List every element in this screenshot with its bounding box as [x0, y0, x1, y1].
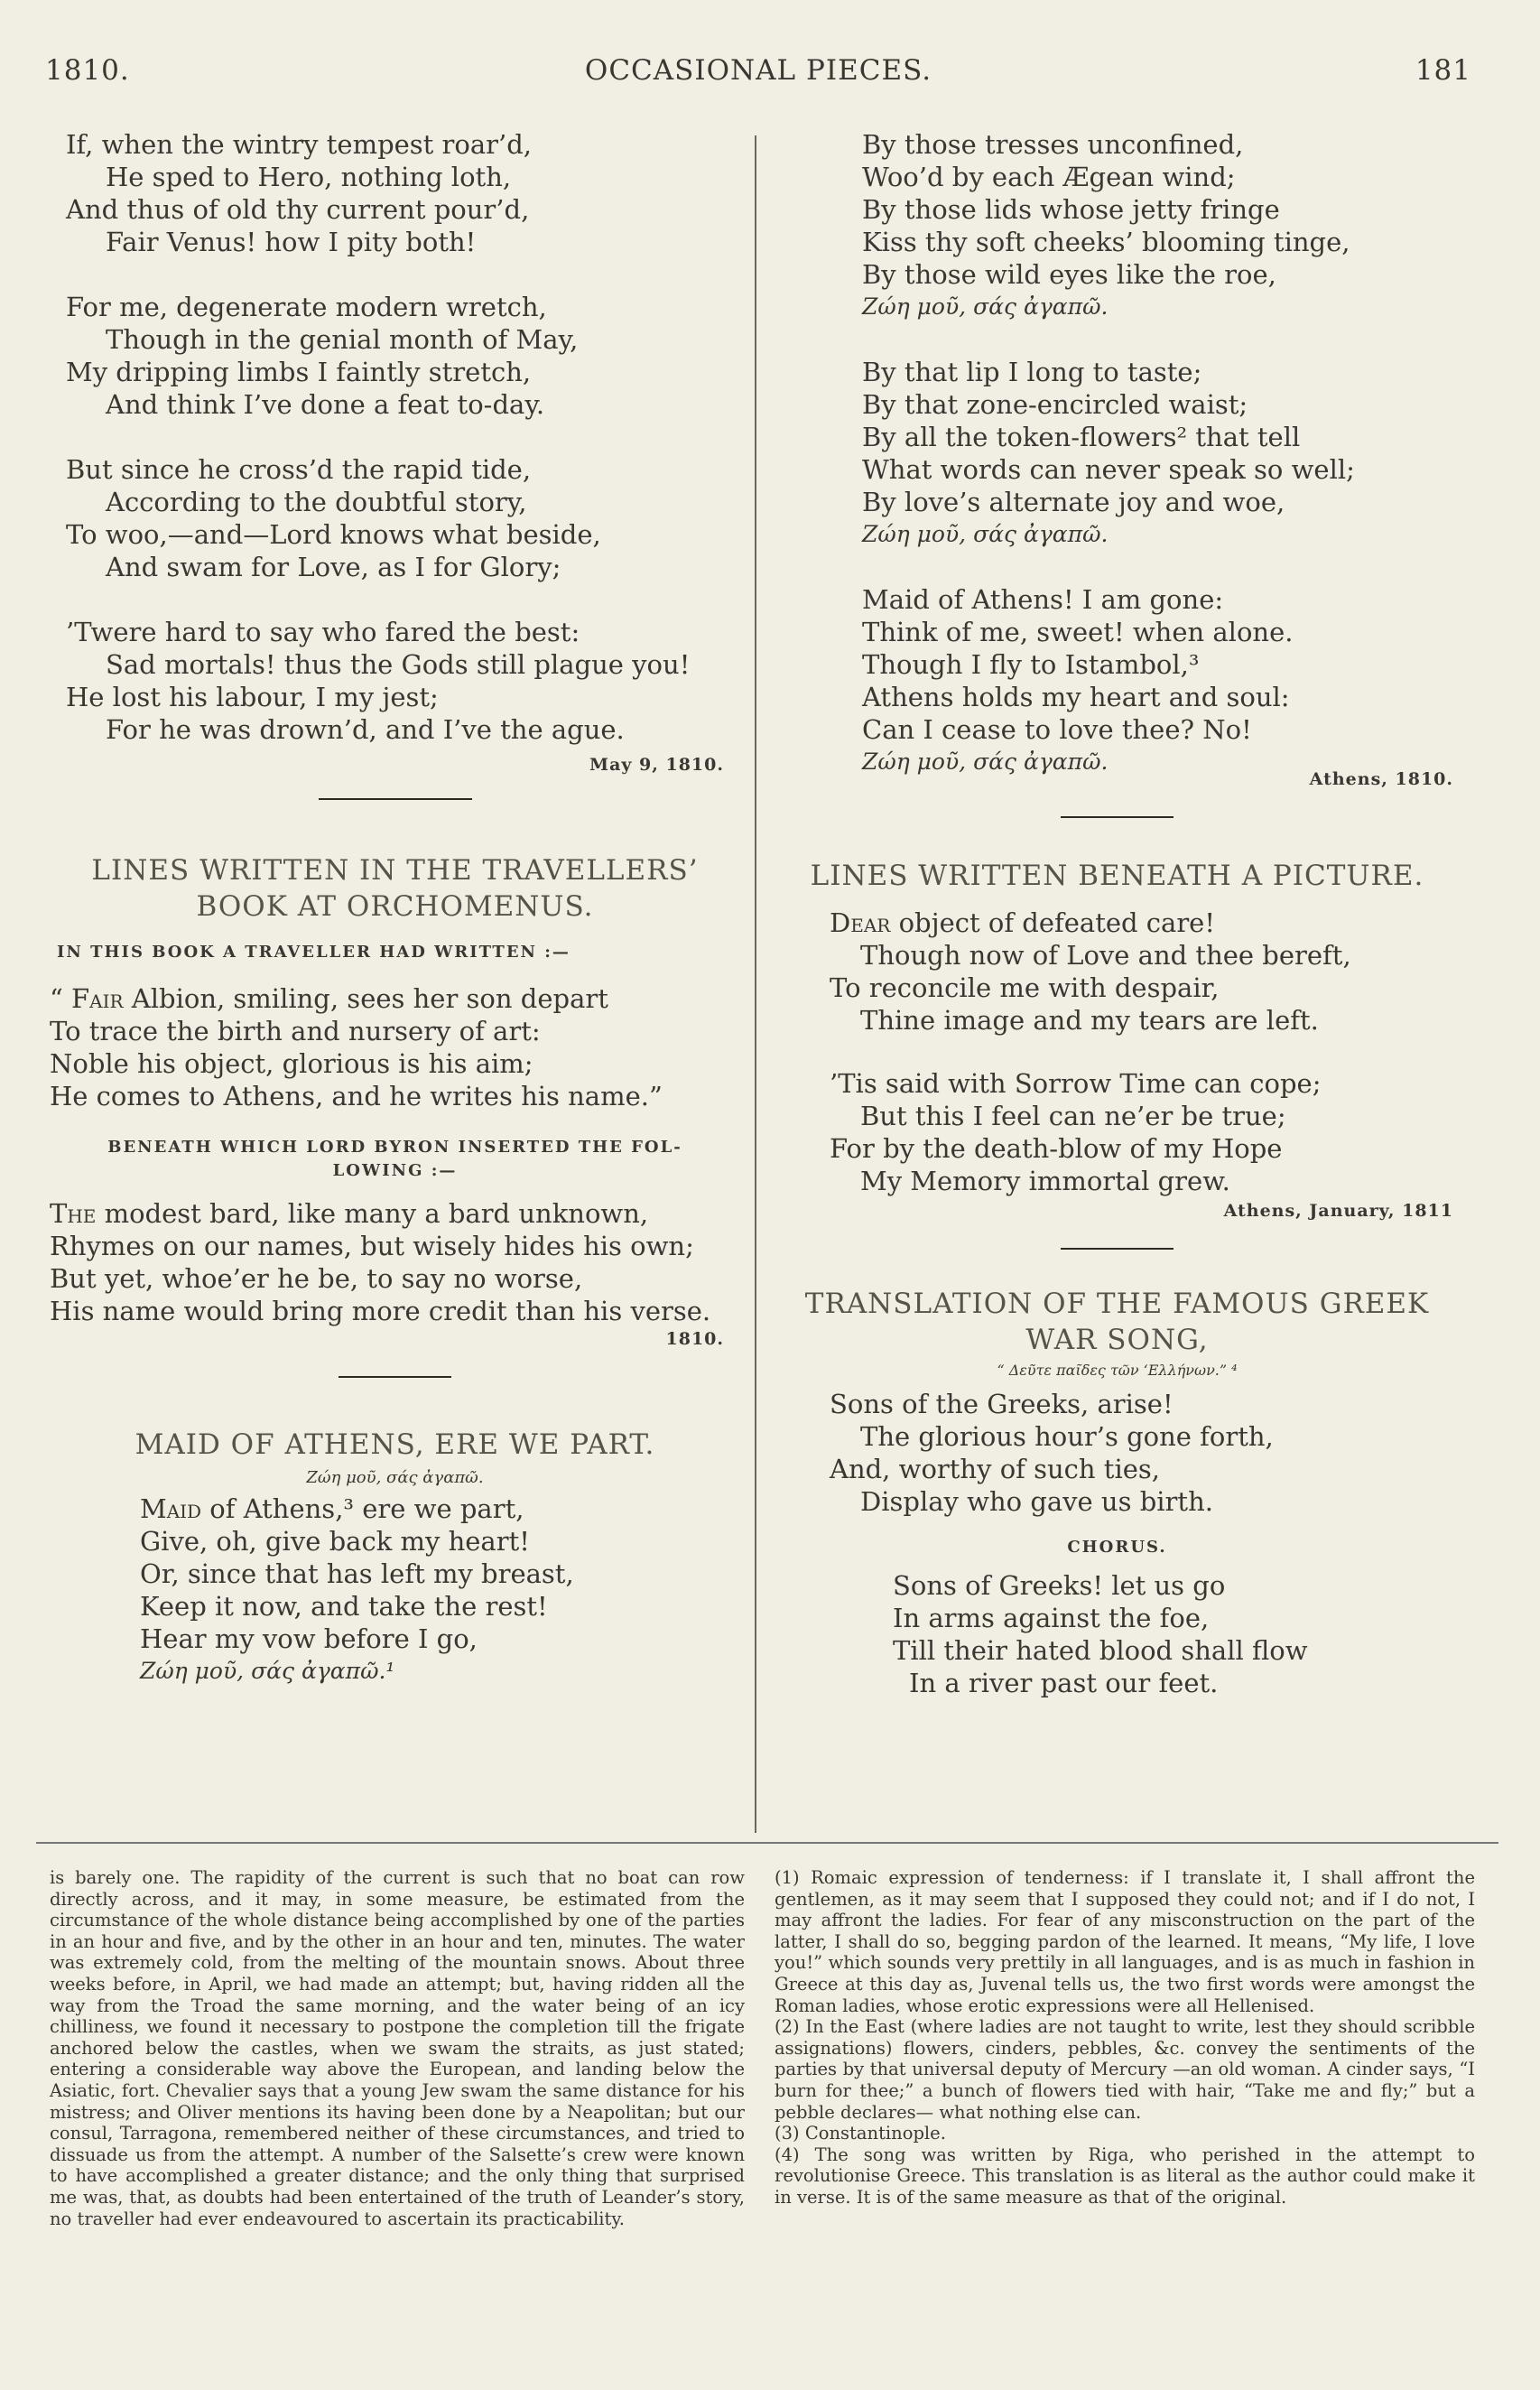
greek-subtitle: Ζώη μοῦ, σάς ἀγαπῶ. [306, 1468, 484, 1487]
stanza [50, 291, 740, 421]
verse-line [50, 1197, 740, 1230]
poem-subheading: IN THIS BOOK A TRAVELLER HAD WRITTEN :— [57, 943, 571, 962]
verse-line: Or, since that has left my breast, [140, 1558, 574, 1589]
verse-line: Sons of the Greeks, arise! [830, 1389, 1174, 1419]
verse-line: Maid of Athens! I am gone: [862, 584, 1224, 615]
left-column [50, 128, 740, 1688]
poem-title-line: TRANSLATION OF THE FAMOUS GREEK [804, 1288, 1430, 1320]
footnote-rule [36, 1842, 1498, 1844]
stanza [772, 128, 1462, 323]
verse-line: He sped to Hero, nothing loth, [106, 162, 512, 192]
verse-line: To reconcile me with despair, [830, 972, 1220, 1003]
verse-line: Though I fly to Istambol,³ [862, 649, 1200, 680]
verse-line: Hear my vow before I go, [140, 1623, 478, 1654]
verse-line: To trace the birth and nursery of art: [50, 1016, 541, 1046]
chorus-stanza [772, 1569, 1462, 1699]
drop-word: Dear [830, 907, 891, 938]
verse-line: But this I feel can ne’er be true; [860, 1101, 1286, 1131]
subheading-line: BENEATH WHICH LORD BYRON INSERTED THE FOL- [107, 1138, 682, 1157]
verse-line: By that lip I long to taste; [862, 357, 1202, 387]
poem-title: LINES WRITTEN BENEATH A PICTURE. [810, 860, 1424, 892]
verse-line: Give, oh, give back my heart! [140, 1526, 530, 1557]
section-rule [339, 1376, 451, 1378]
verse-line: His name would bring more credit than his verse. [50, 1296, 711, 1326]
verse-line: By those tresses unconfined, [862, 129, 1244, 160]
poem-date: May 9, 1810. [589, 755, 724, 775]
subheading-line: LOWING :— [332, 1161, 458, 1180]
poem-date: Athens, January, 1811 [1223, 1201, 1453, 1221]
verse-line: Rhymes on our names, but wisely hides his own; [50, 1231, 694, 1261]
verse-line: What words can never speak so well; [862, 454, 1355, 485]
verse-line: Can I cease to love thee? No! [862, 714, 1252, 745]
verse-line: By all the token-flowers² that tell [862, 422, 1301, 452]
poem-title [50, 852, 740, 925]
verse-line: Sad mortals! thus the Gods still plague you! [106, 649, 691, 680]
verse-line: And think I’ve done a feat to-day. [106, 389, 545, 420]
verse-line: Though in the genial month of May, [106, 324, 579, 355]
poem-subheading [50, 1136, 740, 1183]
verse-line: Thine image and my tears are left. [860, 1005, 1319, 1036]
poem-title [772, 1286, 1462, 1358]
verse-line: In arms against the foe, [893, 1603, 1210, 1633]
section-rule [1061, 1248, 1174, 1250]
verse-line: In a river past our feet. [909, 1668, 1219, 1698]
stanza [772, 1067, 1462, 1197]
stanza [772, 583, 1462, 778]
footnote: (3) Constantinople. [775, 2123, 946, 2144]
poem-title: MAID OF ATHENS, ERE WE PART. [135, 1428, 655, 1461]
verse-line: For by the death-blow of my Hope [830, 1133, 1283, 1164]
chorus-heading: CHORUS. [1067, 1538, 1167, 1557]
line-text: modest bard, like many a bard unknown, [96, 1198, 649, 1229]
verse-line: My dripping limbs I faintly stretch, [66, 357, 532, 387]
stanza [772, 356, 1462, 551]
stanza [50, 1493, 740, 1688]
section-rule [1061, 816, 1174, 818]
stanza [50, 616, 740, 746]
header-year: 1810. [45, 54, 130, 87]
verse-line: Fair Venus! how I pity both! [106, 227, 477, 257]
verse-line: He comes to Athens, and he writes his name.” [50, 1081, 663, 1111]
drop-word: The [50, 1198, 97, 1229]
verse-line: Kiss thy soft cheeks’ blooming tinge, [862, 227, 1350, 257]
greek-subtitle: “ Δεῦτε παῖδες τῶν ‘Ελλήνων.” ⁴ [997, 1362, 1238, 1379]
verse-line: By love’s alternate joy and woe, [862, 487, 1285, 517]
verse-line: And thus of old thy current pour’d, [66, 194, 530, 225]
page-header [45, 54, 1471, 99]
footnotes [775, 1867, 1475, 2209]
verse-line: Till their hated blood shall flow [893, 1635, 1308, 1666]
verse-line: And, worthy of such ties, [830, 1454, 1160, 1484]
verse-line [830, 907, 1462, 939]
inscription-quote [50, 982, 740, 1112]
running-title: OCCASIONAL PIECES. [584, 54, 932, 87]
greek-refrain: Ζώη μοῦ, σάς ἀγαπῶ. [862, 521, 1109, 547]
verse-line: ’Tis said with Sorrow Time can cope; [830, 1068, 1322, 1099]
verse-line: For me, degenerate modern wretch, [66, 292, 547, 322]
verse-line: Woo’d by each Ægean wind; [862, 162, 1236, 192]
stanza [772, 1388, 1462, 1518]
verse-line: The glorious hour’s gone forth, [860, 1421, 1274, 1452]
footnote: (2) In the East (where ladies are not taught to write, lest they should scribble assignations) flowers, cinders, pebbles, &c. convey the sentiments of the parties by that universal deputy of Mercury —an old woman. A cinder says, “I burn for thee;” a bunch of flowers tied with hair, “Take me and fly;” but a pebble declares— what nothing else can. [775, 2016, 1475, 2123]
verse-line: My Memory immortal grew. [860, 1166, 1230, 1196]
footnote: (4) The song was written by Riga, who perished in the attempt to revolutionise Greece. This translation is as literal as the author could make it in verse. It is of the same measure as that of the original. [775, 2144, 1475, 2208]
stanza [772, 907, 1462, 1037]
verse-line: By those lids whose jetty fringe [862, 194, 1280, 225]
stanza [50, 128, 740, 258]
page-number: 181 [1415, 54, 1471, 87]
byron-reply [50, 1197, 740, 1327]
verse-line: ’Twere hard to say who fared the best: [66, 617, 580, 647]
column-divider [755, 135, 756, 1833]
right-column [772, 128, 1462, 1699]
greek-refrain: Ζώη μοῦ, σάς ἀγαπῶ.¹ [140, 1658, 395, 1684]
verse-line: By those wild eyes like the roe, [862, 259, 1276, 290]
verse-line: Display who gave us birth. [860, 1486, 1213, 1517]
verse-line: By that zone-encircled waist; [862, 389, 1248, 420]
verse-line: Noble his object, glorious is his aim; [50, 1048, 533, 1079]
footnote-continuation: is barely one. The rapidity of the current is such that no boat can row directly across, and it may, in some measure, be estimated from the circumstance of the whole distance being accomplished by one of the parties in an hour and five, and by the other in an hour and ten, minutes. The water was extremely cold, from the melting of the mountain snows. About three weeks before, in April, we had made an attempt; but, having ridden all the way from the Troad the same morning, and the water being of an icy chilliness, we found it necessary to postpone the completion till the frigate anchored below the castles, when we swam the straits, as just stated; entering a considerable way above the European, and landing below the Asiatic, fort. Chevalier says that a young Jew swam the same distance for his mistress; and Oliver mentions its having been done by a Neapolitan; but our consul, Tarragona, remembered neither of these circumstances, and tried to dissuade us from the attempt. A number of the Salsette’s crew were known to have accomplished a greater distance; and the only thing that surprised me was, that, as doubts had been entertained of the truth of Leander’s story, no traveller had ever endeavoured to ascertain its practicability. [50, 1867, 745, 2229]
stanza [50, 453, 740, 583]
verse-line: If, when the wintry tempest roar’d, [66, 129, 533, 160]
verse-line: Keep it now, and take the rest! [140, 1591, 548, 1622]
poem-title-line: WAR SONG, [1025, 1324, 1209, 1356]
line-text: object of defeated care! [890, 907, 1215, 938]
verse-line: And swam for Love, as I for Glory; [106, 552, 561, 582]
section-rule [319, 798, 472, 800]
poem-title-line: BOOK AT ORCHOMENUS. [196, 890, 594, 923]
verse-line: To woo,—and—Lord knows what beside, [66, 519, 601, 550]
verse-line: He lost his labour, I my jest; [66, 682, 439, 712]
verse-line: Though now of Love and thee bereft, [860, 940, 1351, 971]
verse-line: According to the doubtful story, [106, 487, 527, 517]
verse-line: But since he cross’d the rapid tide, [66, 454, 532, 485]
verse-line: Sons of Greeks! let us go [893, 1570, 1226, 1601]
poem-date: 1810. [665, 1329, 724, 1349]
verse-line: Think of me, sweet! when alone. [862, 617, 1294, 647]
drop-word: “ Fair [50, 983, 124, 1014]
verse-line: Athens holds my heart and soul: [862, 682, 1290, 712]
line-text: Albion, smiling, sees her son depart [123, 983, 608, 1014]
verse-line [50, 982, 740, 1015]
verse-line: But yet, whoe’er he be, to say no worse, [50, 1263, 583, 1294]
greek-refrain: Ζώη μοῦ, σάς ἀγαπῶ. [862, 749, 1109, 775]
poem-title-line: LINES WRITTEN IN THE TRAVELLERS’ [91, 854, 699, 887]
footnote: (1) Romaic expression of tenderness: if I translate it, I shall affront the gentlemen, as it may seem that I supposed they could not; and if I do not, I may affront the ladies. For fear of any misconstruction on the part of the latter, I shall do so, begging pardon of the learned. It means, “My life, I love you!” which sounds very prettily in all languages, and is as much in fashion in Greece at this day as, Juvenal tells us, the two first words were amongst the Roman ladies, whose erotic expressions were all Hellenised. [775, 1867, 1475, 2016]
greek-refrain: Ζώη μοῦ, σάς ἀγαπῶ. [862, 293, 1109, 320]
poem-date: Athens, 1810. [1309, 769, 1453, 789]
line-text: of Athens,³ ere we part, [201, 1493, 524, 1524]
drop-word: Maid [140, 1493, 202, 1524]
verse-line: For he was drown’d, and I’ve the ague. [106, 714, 625, 745]
verse-line [140, 1493, 740, 1525]
